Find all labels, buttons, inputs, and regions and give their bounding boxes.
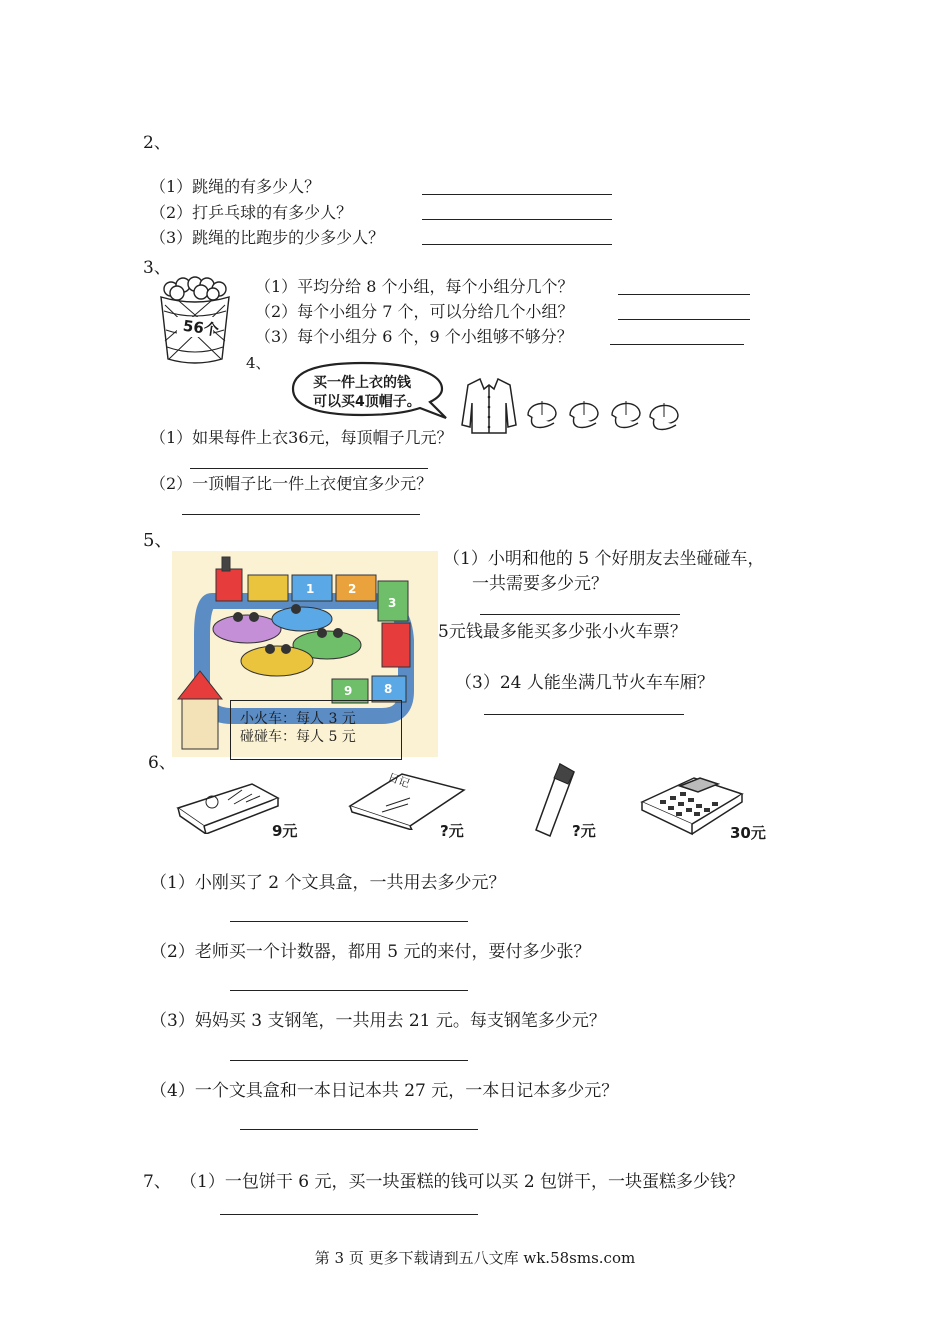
basket-label: 56个: [181, 316, 220, 340]
price-pen: ?元: [572, 822, 596, 840]
s5-question-2: 5元钱最多能买多少张小火车票？: [438, 622, 687, 642]
s5-question-3: （3）24 人能坐满几节火车车厢？: [455, 673, 714, 693]
calculator-icon: [640, 774, 744, 838]
s2-question-2: （2）打乒乓球的有多少人？: [150, 203, 353, 222]
s6-answer-line-3[interactable]: [230, 1060, 468, 1061]
s5-question-1-line-1: （1）小明和他的 5 个好朋友去坐碰碰车，: [443, 549, 765, 569]
s6-question-4: （4）一个文具盒和一本日记本共 27 元，一本日记本多少元？: [150, 1081, 619, 1101]
s5-answer-line-3[interactable]: [484, 714, 684, 715]
s2-answer-line-2[interactable]: [422, 219, 612, 220]
section-6-number: 6、: [148, 753, 176, 773]
s2-question-1: （1）跳绳的有多少人？: [150, 177, 321, 196]
car-number-1: 1: [306, 582, 315, 596]
s2-question-3: （3）跳绳的比跑步的少多少人？: [150, 228, 385, 247]
section-3-number: 3、: [143, 258, 171, 278]
s3-question-2: （2）每个小组分 7 个，可以分给几个小组？: [255, 302, 574, 321]
price-train: 小火车：每人 3 元: [240, 711, 356, 727]
s2-answer-line-3[interactable]: [422, 244, 612, 245]
s5-answer-line-1[interactable]: [480, 614, 680, 615]
caps-icon: [524, 393, 684, 437]
pencil-box-icon: [172, 778, 284, 834]
shirt-icon: [460, 375, 518, 435]
s3-question-1: （1）平均分给 8 个小组，每个小组分几个？: [255, 277, 574, 296]
section-2-number: 2、: [143, 133, 171, 153]
section-4-number: 4、: [246, 354, 271, 372]
section-7-number: 7、: [143, 1172, 171, 1192]
bubble-text-2: 可以买4顶帽子。: [313, 394, 421, 410]
bubble-text-1: 买一件上衣的钱: [313, 375, 411, 391]
car-number-2: 2: [348, 582, 357, 596]
s4-answer-line-1[interactable]: [190, 468, 428, 469]
price-calculator: 30元: [730, 824, 766, 842]
s3-answer-line-1[interactable]: [618, 294, 750, 295]
s4-question-2: （2）一顶帽子比一件上衣便宜多少元？: [150, 474, 433, 493]
car-number-9: 9: [344, 684, 353, 698]
s3-answer-line-3[interactable]: [610, 344, 744, 345]
s2-answer-line-1[interactable]: [422, 194, 612, 195]
s6-answer-line-4[interactable]: [240, 1129, 478, 1130]
s3-answer-line-2[interactable]: [618, 319, 750, 320]
price-pencil-box: 9元: [272, 822, 298, 840]
s5-question-1-line-2: 一共需要多少元？: [472, 574, 608, 594]
s7-answer-line-1[interactable]: [220, 1214, 478, 1215]
s6-question-3: （3）妈妈买 3 支钢笔，一共用去 21 元。每支钢笔多少元？: [150, 1011, 606, 1031]
s6-answer-line-2[interactable]: [230, 990, 468, 991]
s3-question-3: （3）每个小组分 6 个，9 个小组够不够分？: [255, 327, 573, 346]
s6-question-1: （1）小刚买了 2 个文具盒，一共用去多少元？: [150, 873, 506, 893]
s6-answer-line-1[interactable]: [230, 921, 468, 922]
price-bumper-car: 碰碰车：每人 5 元: [240, 729, 356, 745]
price-notebook: ?元: [440, 822, 464, 840]
s4-question-1: （1）如果每件上衣36元，每顶帽子几元？: [150, 428, 453, 447]
s4-answer-line-2[interactable]: [182, 514, 420, 515]
section-5-number: 5、: [143, 530, 173, 551]
s7-question-1: （1）一包饼干 6 元，买一块蛋糕的钱可以买 2 包饼干，一块蛋糕多少钱？: [180, 1172, 745, 1192]
notebook-title: 日记: [386, 770, 412, 791]
s6-question-2: （2）老师买一个计数器，都用 5 元的来付，要付多少张？: [150, 942, 591, 962]
page-footer: 第 3 页 更多下载请到五八文库 wk.58sms.com: [314, 1249, 636, 1267]
car-number-3: 3: [388, 596, 397, 610]
car-number-8: 8: [384, 682, 393, 696]
